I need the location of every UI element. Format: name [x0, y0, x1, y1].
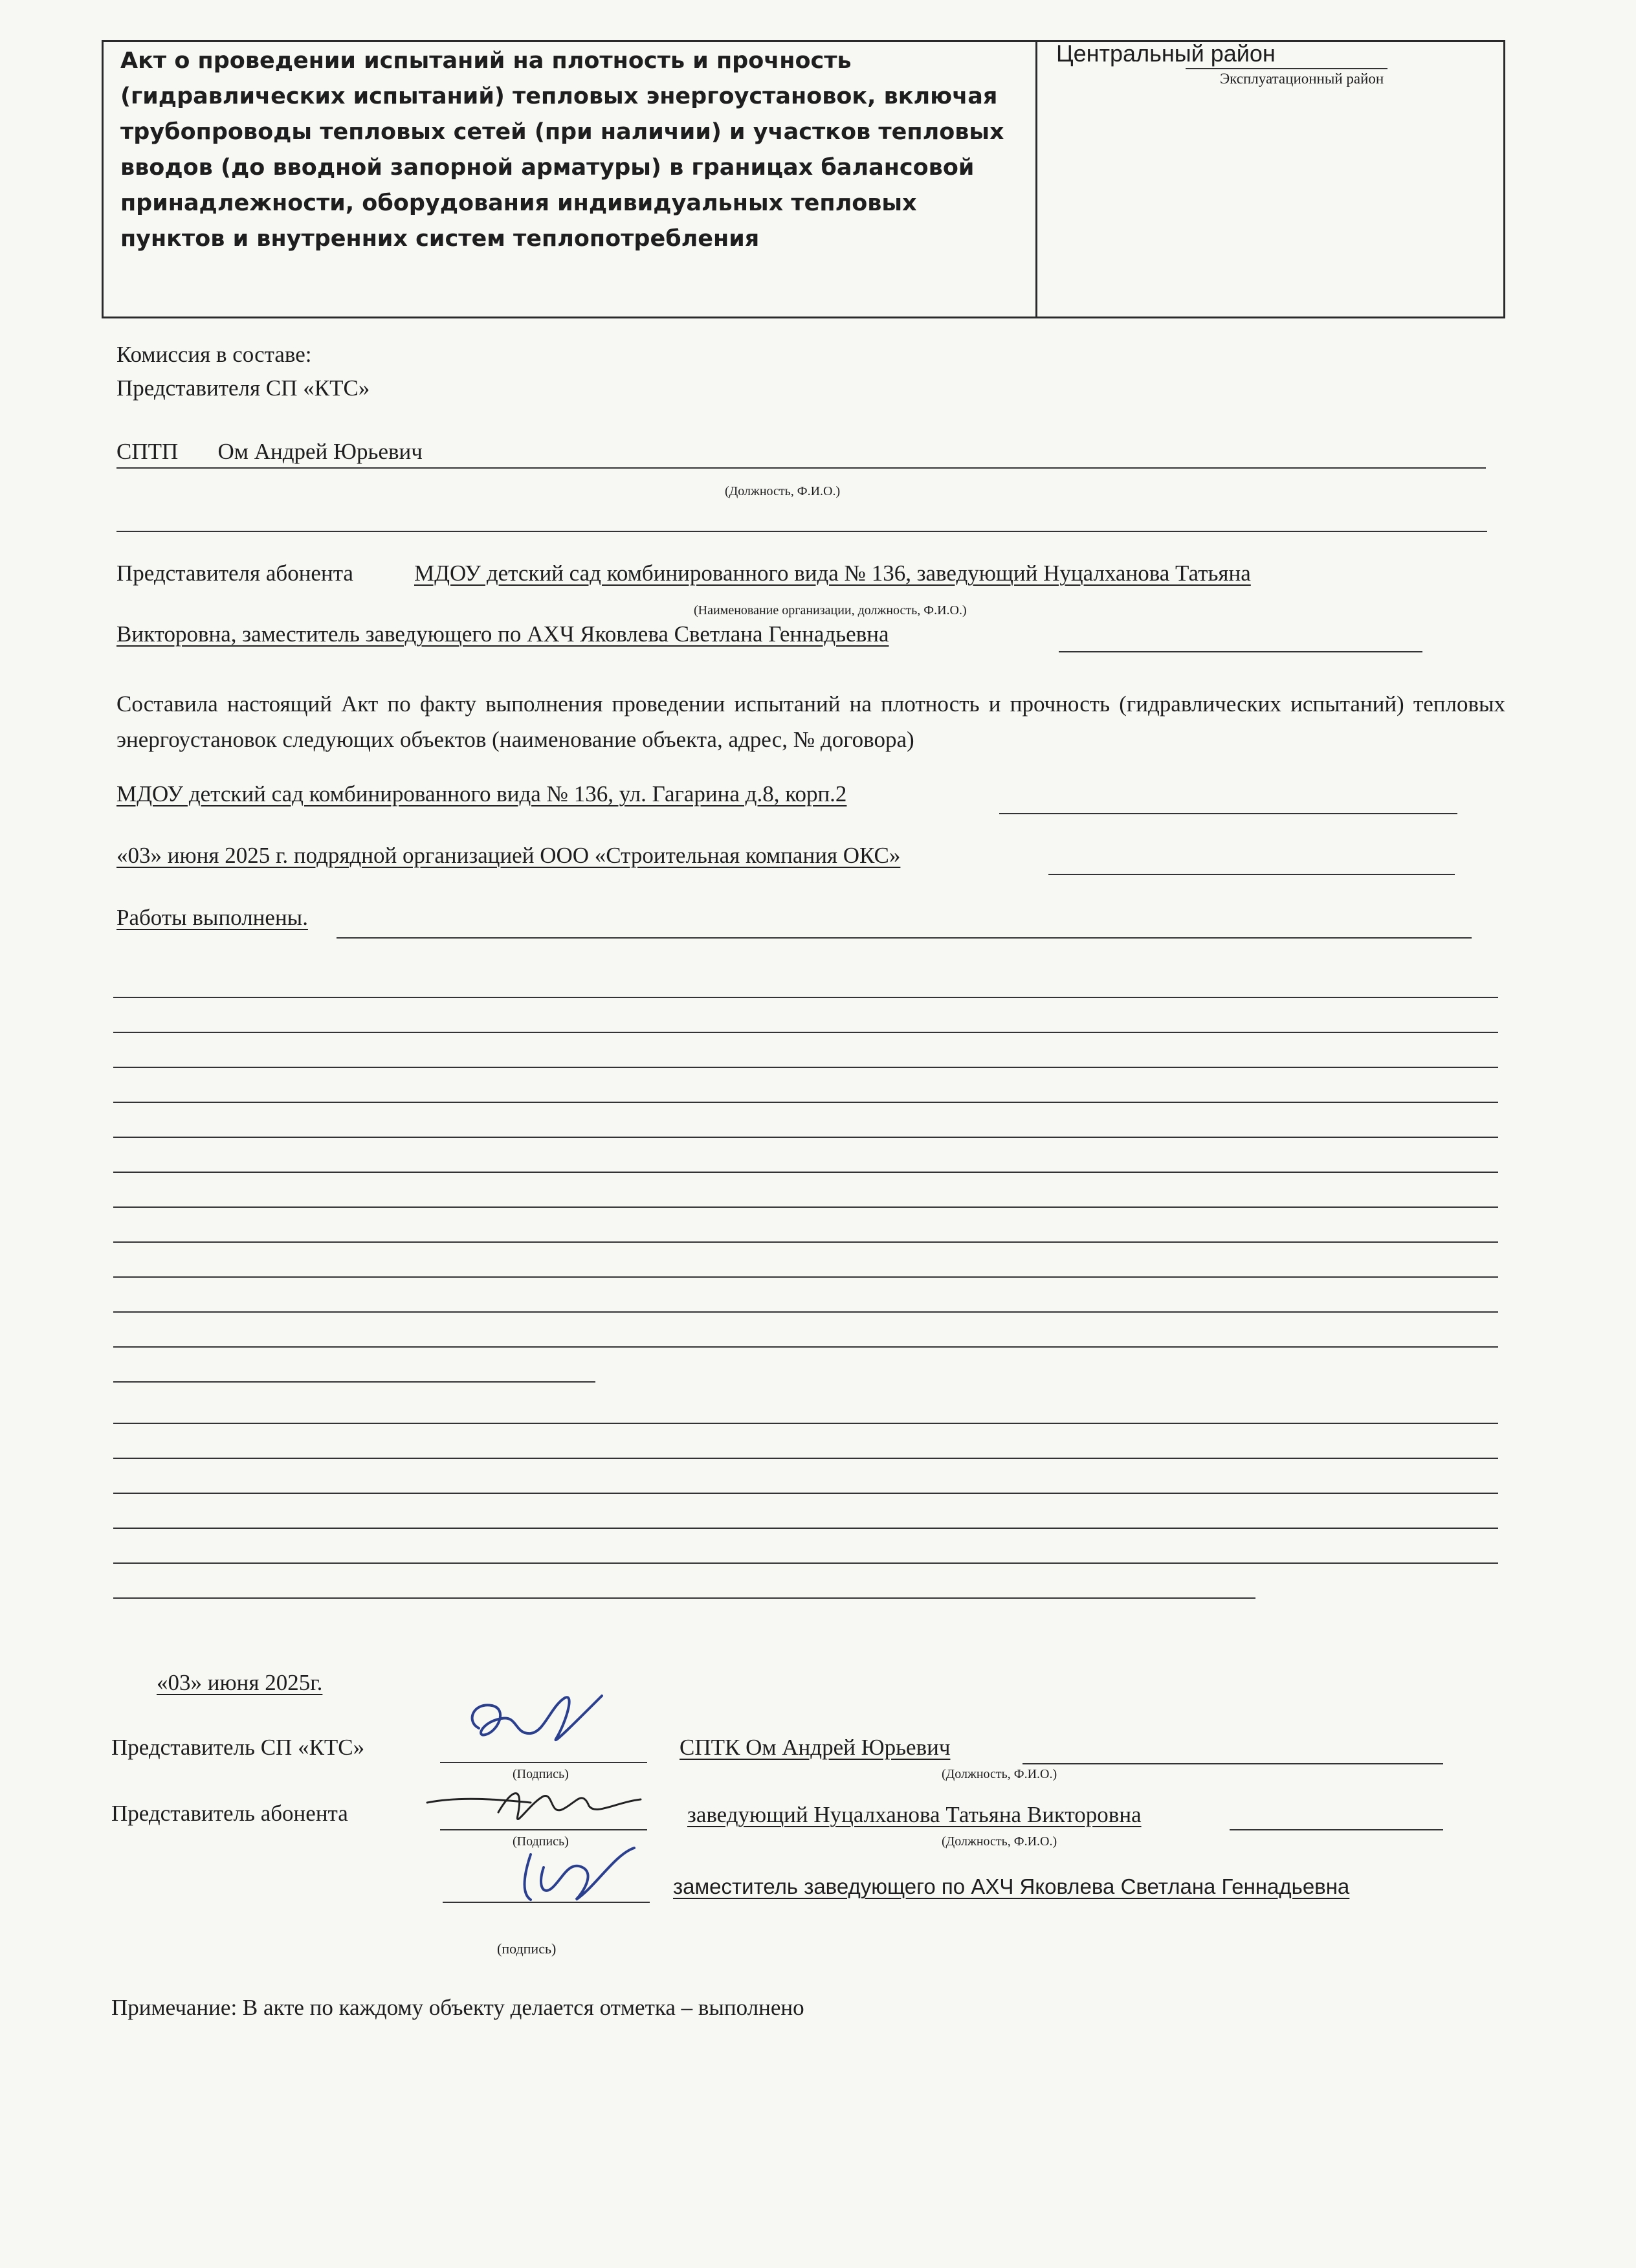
- act-paragraph: Составила настоящий Акт по факту выполнения проведении испытаний на плотность и прочность (гидравлических испытаний) тепловых энергоустановок следующих объектов (наименование объекта, адрес, № договора): [116, 691, 1505, 752]
- sp-signature-image: [453, 1683, 621, 1761]
- district-underline: [1186, 68, 1387, 69]
- sp-position-caption: (Должность, Ф.И.О.): [942, 1767, 1057, 1781]
- ruled-line: [113, 1102, 1498, 1103]
- district-name: Центральный район: [1056, 40, 1276, 67]
- ruled-line: [113, 1458, 1498, 1459]
- sp-signer-fill: [1022, 1763, 1443, 1764]
- ruled-line: [113, 1346, 1498, 1348]
- ruled-line: [113, 1311, 1498, 1313]
- sub-signature-label: Представитель абонента: [111, 1801, 348, 1826]
- footer-note: Примечание: В акте по каждому объекту делается отметка – выполнено: [111, 1995, 804, 2020]
- date-contractor: «03» июня 2025 г. подрядной организацией ООО «Строительная компания ОКС»: [116, 843, 901, 868]
- object-fill: [999, 813, 1457, 814]
- subscriber-cont: Викторовна, заместитель заведующего по АХЧ Яковлева Светлана Геннадьевна: [116, 621, 889, 647]
- act-title: Акт о проведении испытаний на плотность и прочность (гидравлических испытаний) тепловых энергоустановок, включая трубопроводы тепловых сетей (при наличии) и участков тепловых вводов (до вводной запорной арматуры) в границах балансовой принадлежности, оборудования индивидуальных тепловых пунктов и внутренних систем теплопотребления: [120, 48, 1004, 252]
- ruled-line: [113, 997, 1498, 998]
- ruled-line-short: [113, 1381, 595, 1383]
- ruled-line: [113, 1206, 1498, 1208]
- sp-rep-underline-left: [116, 467, 479, 469]
- object-line: МДОУ детский сад комбинированного вида № 136, ул. Гагарина д.8, корп.2: [116, 781, 847, 806]
- deputy-signature-image: [505, 1841, 660, 1913]
- sp-reps-label: Представителя СП «КТС»: [116, 375, 370, 401]
- subscriber-value: МДОУ детский сад комбинированного вида № 136, заведующий Нуцалханова Татьяна: [414, 561, 1251, 586]
- ruled-line: [113, 1562, 1498, 1564]
- commission-intro: Комиссия в составе:: [116, 342, 312, 367]
- ruled-line: [113, 1241, 1498, 1243]
- ruled-line: [113, 1032, 1498, 1033]
- district-caption: Эксплуатационный район: [1220, 71, 1384, 87]
- subscriber-cont-fill: [1059, 651, 1422, 652]
- deputy-signer-name: заместитель заведующего по АХЧ Яковлева Светлана Геннадьевна: [673, 1874, 1350, 1898]
- sub-sign-caption: (Подпись): [513, 1834, 569, 1849]
- subscriber-caption: (Наименование организации, должность, Ф.И.О.): [694, 603, 967, 617]
- ruled-line: [113, 1528, 1498, 1529]
- sp-rep-caption: (Должность, Ф.И.О.): [725, 484, 841, 498]
- works-fill: [337, 937, 1472, 939]
- deputy-sign-caption: (подпись): [497, 1940, 557, 1957]
- ruled-line: [113, 1597, 1255, 1599]
- date-contractor-fill: [1048, 874, 1455, 875]
- sp-signer-name: СПТК Ом Андрей Юрьевич: [680, 1735, 951, 1760]
- sp-rep-name: СПТП Ом Андрей Юрьевич: [116, 439, 423, 464]
- ruled-line: [113, 1423, 1498, 1424]
- sub-signer-fill: [1230, 1829, 1443, 1830]
- sp-signature-label: Представитель СП «КТС»: [111, 1735, 365, 1760]
- blank-line: [116, 531, 1487, 532]
- sp-rep-underline: [479, 467, 1486, 469]
- signature-date: «03» июня 2025г.: [157, 1670, 323, 1695]
- header-divider: [1035, 42, 1037, 317]
- ruled-line: [113, 1493, 1498, 1494]
- ruled-line: [113, 1067, 1498, 1068]
- sp-sign-caption: (Подпись): [513, 1767, 569, 1781]
- works-label: Работы выполнены.: [116, 905, 308, 930]
- sub-position-caption: (Должность, Ф.И.О.): [942, 1834, 1057, 1849]
- header-table: [102, 40, 1505, 318]
- sub-signer-name: заведующий Нуцалханова Татьяна Викторовна: [687, 1802, 1142, 1827]
- ruled-line: [113, 1276, 1498, 1278]
- ruled-line: [113, 1137, 1498, 1138]
- subscriber-label: Представителя абонента: [116, 561, 353, 586]
- sp-signature-line: [440, 1762, 647, 1763]
- ruled-line: [113, 1172, 1498, 1173]
- sub-signature-image: [421, 1777, 654, 1841]
